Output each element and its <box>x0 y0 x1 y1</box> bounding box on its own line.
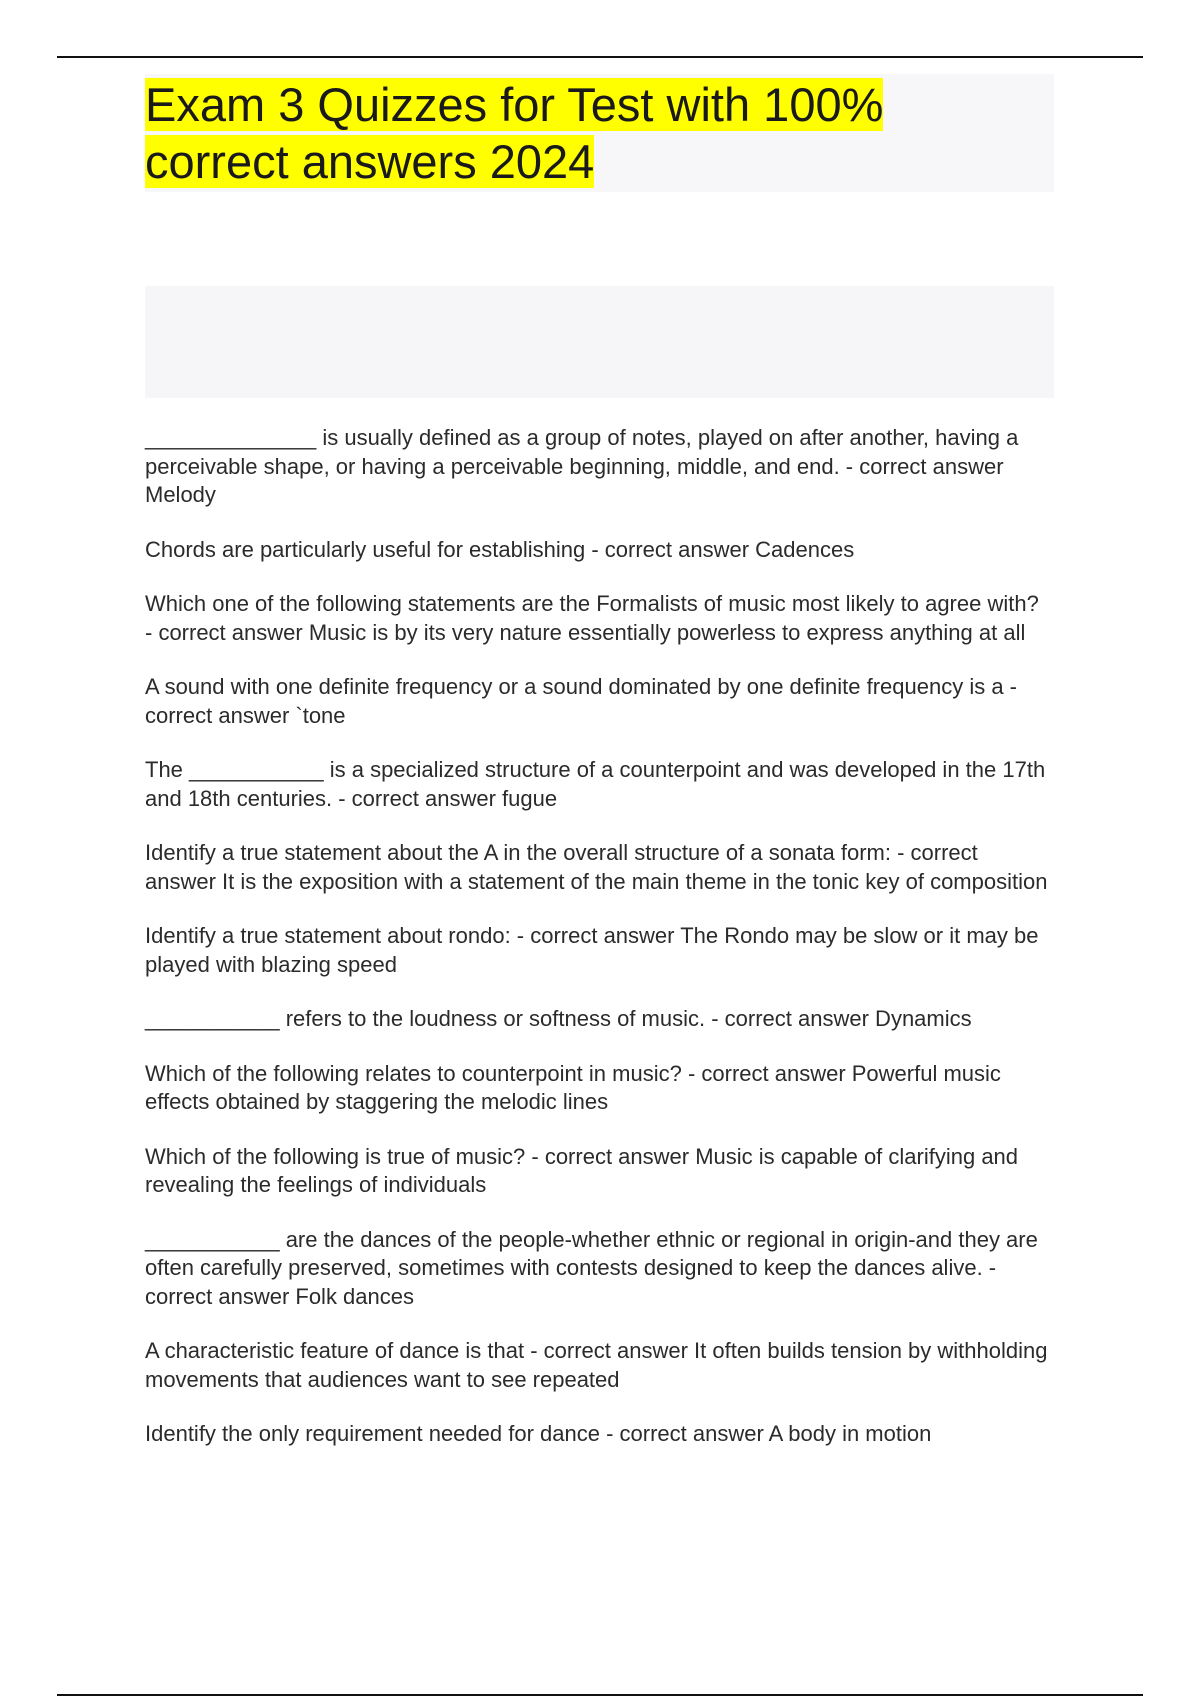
qa-item: Chords are particularly useful for establishing - correct answer Cadences <box>145 536 855 562</box>
qa-item: ___________ are the dances of the people-whether ethnic or regional in origin-and they are often carefully preserved, sometimes with contests designed to keep the dances alive. - correct answer Folk dances <box>145 1226 1044 1309</box>
qa-item: Identify a true statement about rondo: - correct answer The Rondo may be slow or it may be played with blazing speed <box>145 923 1045 977</box>
top-rule <box>57 56 1143 58</box>
bottom-rule <box>57 1694 1143 1696</box>
qa-item: Which one of the following statements are the Formalists of music most likely to agree with? - correct answer Music is by its very nature essentially powerless to express anything at all <box>145 591 1045 645</box>
qa-item: ______________ is usually defined as a group of notes, played on after another, having a perceivable shape, or having a perceivable beginning, middle, and end. - correct answer Melody <box>145 425 1025 507</box>
qa-item: A characteristic feature of dance is that - correct answer It often builds tension by withholding movements that audiences want to see repeated <box>145 1338 1054 1392</box>
highlighted-title-text: Exam 3 Quizzes for Test with 100% correct answers 2024 <box>145 78 884 188</box>
qa-item: The ___________ is a specialized structure of a counterpoint and was developed in the 17th and 18th centuries. - correct answer fugue <box>145 757 1052 811</box>
question-answer-list <box>145 424 1054 1475</box>
qa-item: A sound with one definite frequency or a sound dominated by one definite frequency is a - correct answer `tone <box>145 674 1024 728</box>
qa-item: Identify the only requirement needed for dance - correct answer A body in motion <box>145 1421 932 1446</box>
document-title <box>145 76 905 190</box>
qa-item: Which of the following is true of music? - correct answer Music is capable of clarifying and revealing the feelings of individuals <box>145 1143 1025 1197</box>
placeholder-block <box>145 286 1054 398</box>
qa-item: ___________ refers to the loudness or softness of music. - correct answer Dynamics <box>145 1006 972 1031</box>
qa-item: Identify a true statement about the A in the overall structure of a sonata form: - correct answer It is the exposition with a statement of the main theme in the tonic key of composition <box>145 840 1048 894</box>
qa-item: Which of the following relates to counterpoint in music? - correct answer Powerful music effects obtained by staggering the melodic lines <box>145 1060 1008 1114</box>
